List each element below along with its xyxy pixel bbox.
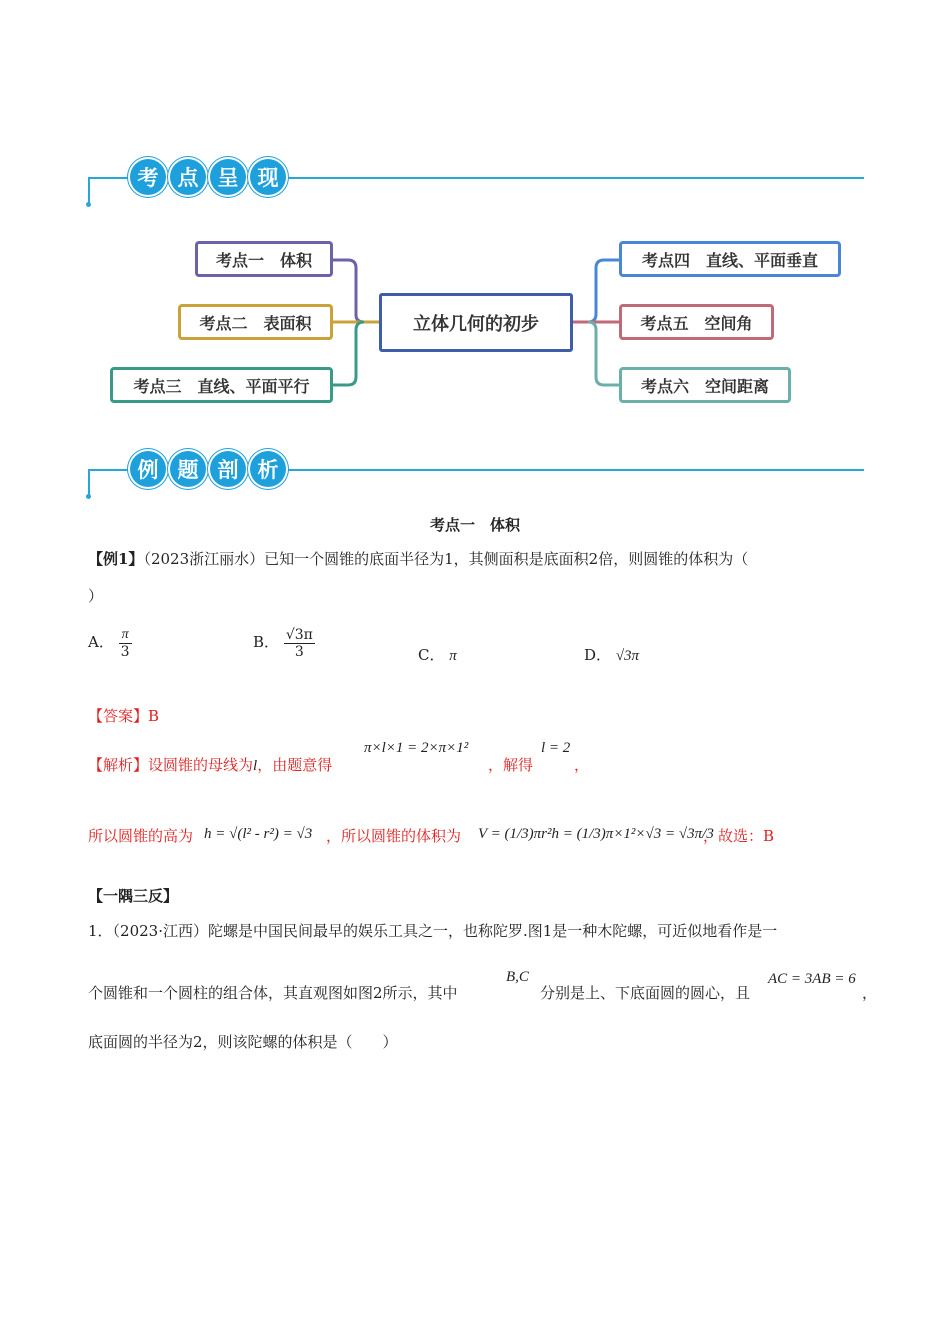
question-1-line-2a: 个圆锥和一个圆柱的组合体，其直观图如图2所示，其中 [88,984,458,1002]
question-1-line-2b: 分别是上、下底面圆的圆心，且 [540,984,751,1002]
example-1 [88,549,748,569]
option-a [88,623,132,661]
analysis-text-2: ，由题意得 [257,756,333,774]
volume-eq: V = (1/3)πr²h = (1/3)π×1²×√3 = √3π/3 [478,826,714,842]
question-1-line-3: 底面圆的半径为2，则该陀螺的体积是（ ） [88,1033,398,1051]
banner2-line-left [88,469,130,471]
banner2-char-1: 例 [130,451,166,487]
option-b-num: √3π [285,626,313,643]
option-b-label: B． [253,633,280,651]
analysis-text: 设圆锥的母线为 [148,756,254,774]
banner2-line-right [288,469,864,471]
question-1-line-2c: ， [862,984,878,1002]
height-text: 所以圆锥的高为 [88,827,194,845]
answer: 【答案】B [88,707,160,725]
example-label: 【例1】 [88,550,144,568]
question-1-bc: B,C [506,969,529,985]
option-d-label: D． [584,646,612,664]
banner2-vline [88,470,90,496]
question-1-eq: AC = 3AB = 6 [768,971,856,987]
analysis-eq-1: π×l×1 = 2×π×1² [364,740,469,756]
option-b-frac [284,627,315,660]
banner1-char-4: 现 [250,159,286,195]
example-text: （2023浙江丽水）已知一个圆锥的底面半径为1，其侧面积是底面积2倍，则圆锥的体积为（ [143,550,749,568]
mindmap-right-3: 考点六 空间距离 [619,367,791,403]
question-1-line-1: 1．（2023·江西）陀螺是中国民间最早的娱乐工具之一，也称陀罗.图1是一种木陀螺，可近似地看作是一 [88,922,778,940]
section-heading: 考点一 体积 [429,516,520,534]
mindmap-left-3: 考点三 直线、平面平行 [110,367,333,403]
variant-heading: 【一隅三反】 [88,887,179,905]
option-b-den: 3 [294,643,304,660]
example-close: ） [88,587,104,605]
height-eq: h = √(l² - r²) = √3 [204,826,313,842]
analysis-label: 【解析】 [88,756,149,774]
volume-text: ，所以圆锥的体积为 [326,827,462,845]
volume-end: ，故选：B [703,827,775,845]
banner1-char-3: 呈 [210,159,246,195]
banner2-char-3: 剖 [210,451,246,487]
mindmap-right-1: 考点四 直线、平面垂直 [619,241,841,277]
mindmap-left-1: 考点一 体积 [195,241,333,277]
option-c-value: π [449,648,457,664]
analysis-line-1 [88,755,332,776]
banner2-dot [86,494,91,499]
banner2-char-4: 析 [250,451,286,487]
analysis-text-3: ，解得 [488,756,534,774]
option-a-num: π [121,626,129,642]
option-a-den: 3 [120,643,130,660]
analysis-eq-2: l = 2 [541,740,571,756]
banner1-char-1: 考 [130,159,166,195]
analysis-l: l [253,758,258,774]
mindmap-left-2: 考点二 表面积 [178,304,333,340]
mindmap-right-2: 考点五 空间角 [619,304,774,340]
banner1-char-2: 点 [170,159,206,195]
option-a-frac [119,627,132,660]
analysis-comma: ， [574,756,590,774]
option-d-value: √3π [615,648,640,664]
option-b [253,623,315,661]
option-c [418,645,457,666]
mindmap-center: 立体几何的初步 [379,293,573,352]
mindmap-connectors [0,0,950,420]
option-d [584,645,639,666]
option-c-label: C． [418,646,445,664]
banner2-char-2: 题 [170,451,206,487]
option-a-label: A． [88,633,114,651]
